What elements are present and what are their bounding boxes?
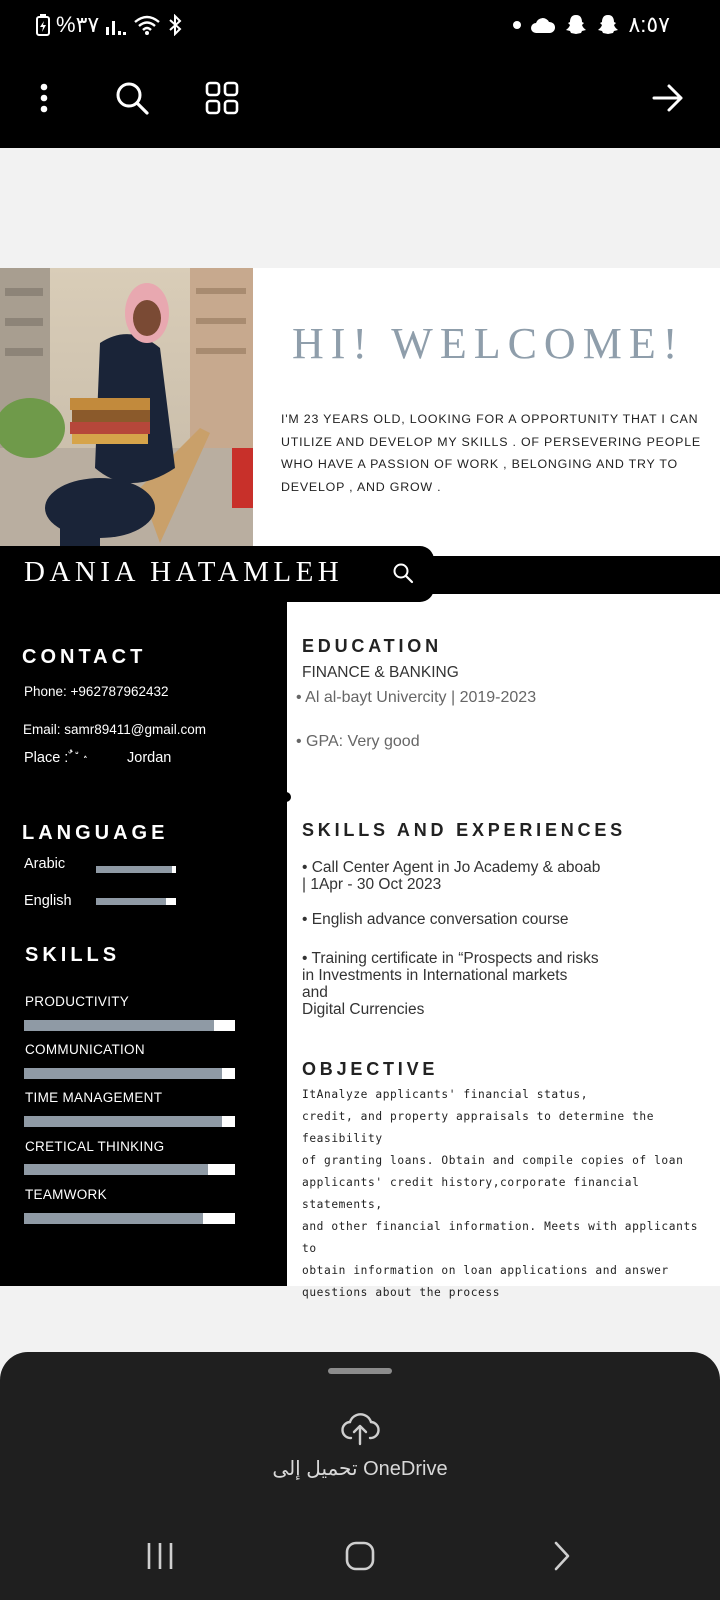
sheet-drag-handle[interactable]	[328, 1368, 392, 1374]
experience-line: • English advance conversation course	[302, 911, 569, 928]
back-button[interactable]	[534, 1536, 590, 1576]
snapchat-icon	[564, 13, 588, 37]
signal-bars-icon	[105, 15, 127, 35]
home-icon	[344, 1540, 376, 1572]
name-bar	[0, 546, 434, 602]
clock: ٨:٥٧	[628, 12, 670, 37]
objective-line: and other financial information. Meets with applicants to	[302, 1220, 699, 1255]
grid-icon	[205, 81, 239, 115]
experience-line: Digital Currencies	[302, 1001, 425, 1018]
experience-line: in Investments in International markets	[302, 967, 568, 984]
skill-level-bar	[24, 1213, 235, 1224]
objective-heading: OBJECTIVE	[302, 1059, 439, 1079]
skills-heading: SKILLS	[25, 944, 121, 966]
search-icon	[392, 562, 414, 584]
objective-line: of granting loans. Obtain and compile copies of loan	[302, 1154, 684, 1167]
education-gpa: • GPA: Very good	[296, 733, 420, 750]
resume-name: DANIA HATAMLEH	[24, 556, 344, 588]
status-right	[512, 12, 670, 38]
battery-charging-icon	[36, 14, 50, 36]
status-left	[36, 12, 183, 38]
objective-line: applicants' credit history,corporate financial statements,	[302, 1176, 640, 1211]
experience-line: | 1Apr - 30 Oct 2023	[302, 876, 442, 893]
arrow-right-icon	[651, 83, 685, 113]
notification-dot-icon	[512, 20, 522, 30]
intro-line: DEVELOP , AND GROW .	[281, 479, 442, 494]
skill-level-bar	[24, 1116, 235, 1127]
forward-button[interactable]	[644, 74, 692, 122]
search-icon	[114, 80, 150, 116]
experience-line: • Call Center Agent in Jo Academy & aboab	[302, 859, 601, 876]
skill-level-fill	[24, 1116, 222, 1127]
skill-label: PRODUCTIVITY	[25, 994, 130, 1009]
bluetooth-icon	[167, 14, 183, 36]
cloud-icon	[530, 16, 556, 34]
objective-line: credit, and property appraisals to determine the feasibility	[302, 1110, 655, 1145]
skill-label: COMMUNICATION	[25, 1042, 145, 1057]
search-button[interactable]	[108, 74, 156, 122]
language-label: English	[24, 893, 72, 909]
language-level-bar	[96, 898, 176, 905]
snapchat-icon	[596, 13, 620, 37]
skill-label: TEAMWORK	[25, 1187, 107, 1202]
back-icon	[552, 1540, 572, 1572]
skill-level-fill	[24, 1020, 214, 1031]
language-heading: LANGUAGE	[22, 822, 169, 844]
grid-view-button[interactable]	[198, 74, 246, 122]
more-vertical-icon	[39, 83, 49, 113]
education-field: FINANCE & BANKING	[302, 664, 459, 681]
contact-phone: Phone: +962787962432	[24, 684, 169, 699]
contact-heading: CONTACT	[22, 646, 147, 668]
skill-label: CRETICAL THINKING	[25, 1139, 165, 1154]
wifi-icon	[133, 14, 161, 36]
name-bar-extension	[430, 556, 720, 594]
intro-line: I'M 23 YEARS OLD, LOOKING FOR A OPPORTUNITY THAT I CAN	[281, 412, 699, 426]
document-toolbar	[0, 52, 720, 148]
objective-paragraph	[302, 1086, 702, 1304]
language-level-bar	[96, 866, 176, 873]
upload-onedrive-button[interactable]	[340, 1412, 380, 1446]
education-heading: EDUCATION	[302, 636, 442, 656]
recents-icon	[145, 1541, 175, 1571]
experience-heading: SKILLS AND EXPERIENCES	[302, 820, 626, 840]
profile-photo	[0, 268, 253, 548]
language-level-fill	[96, 866, 172, 873]
contact-place-value: Jordan	[127, 750, 172, 766]
contact-place-label: Place : ٌ ٘ ٛ	[24, 750, 90, 766]
education-school: • Al al-bayt Univercity | 2019-2023	[296, 689, 537, 706]
more-options-button[interactable]	[20, 74, 68, 122]
skill-level-fill	[24, 1068, 222, 1079]
experience-line: and	[302, 984, 328, 1001]
skill-level-bar	[24, 1020, 235, 1031]
intro-paragraph	[281, 408, 711, 498]
recents-button[interactable]	[132, 1536, 188, 1576]
objective-line: ItAnalyze applicants' financial status,	[302, 1088, 589, 1101]
intro-line: WHO HAVE A PASSION OF WORK , BELONGING AND TRY TO	[281, 457, 678, 471]
battery-percent: %٣٧	[56, 12, 100, 37]
objective-line: obtain information on loan applications and answer	[302, 1264, 669, 1277]
objective-line: questions about the process	[302, 1286, 501, 1299]
status-bar	[0, 0, 720, 52]
skill-level-fill	[24, 1213, 203, 1224]
upload-onedrive-label[interactable]: تحميل إلى OneDrive	[272, 1458, 448, 1480]
language-label: Arabic	[24, 856, 66, 872]
home-button[interactable]	[332, 1536, 388, 1576]
skill-level-bar	[24, 1068, 235, 1079]
language-level-fill	[96, 898, 166, 905]
cloud-upload-icon	[340, 1412, 380, 1446]
intro-line: UTILIZE AND DEVELOP MY SKILLS . OF PERSEVERING PEOPLE	[281, 434, 701, 449]
skill-label: TIME MANAGEMENT	[25, 1090, 163, 1105]
skill-level-fill	[24, 1164, 208, 1175]
welcome-title: HI! WELCOME!	[292, 319, 685, 368]
contact-email: Email: samr89411@gmail.com	[23, 722, 207, 737]
experience-line: • Training certificate in “Prospects and risks	[302, 950, 599, 967]
divider-dot	[281, 792, 291, 802]
skill-level-bar	[24, 1164, 235, 1175]
